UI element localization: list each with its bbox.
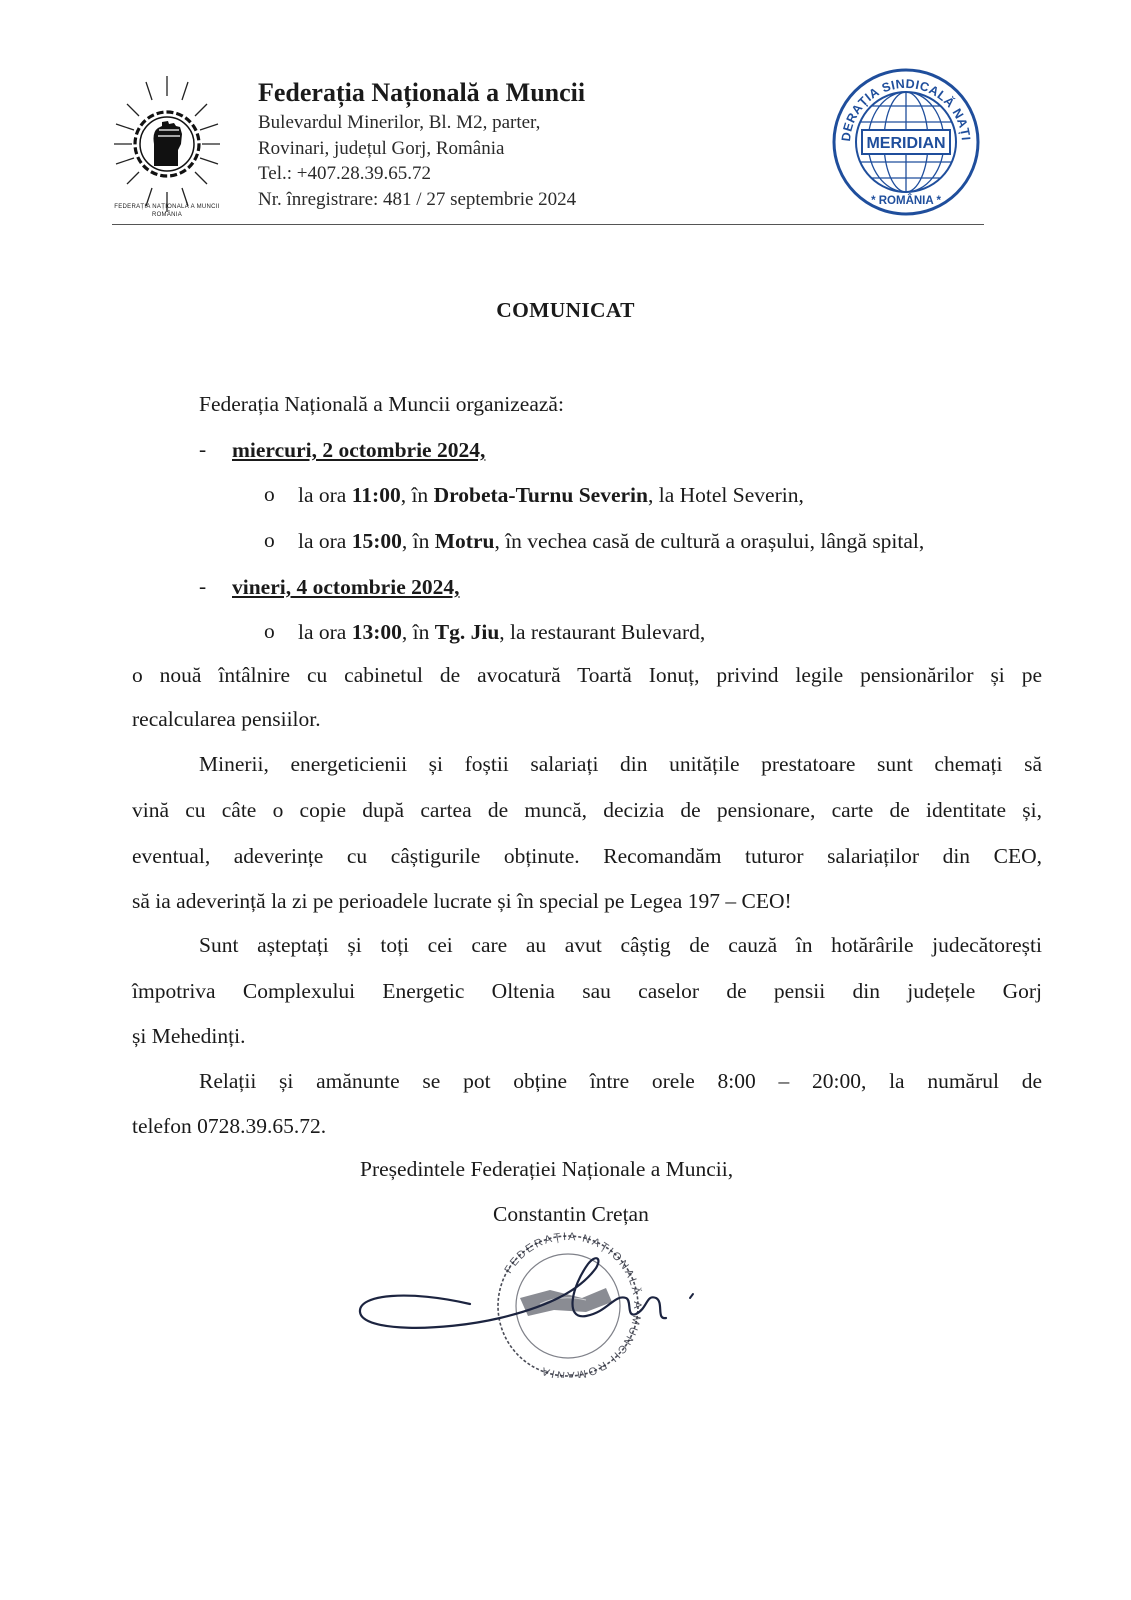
paragraph-2-line-4: să ia adeverință la zi pe perioadele lucrate și în special pe Legea 197 – CEO! (132, 889, 792, 913)
document-title: COMUNICAT (496, 298, 635, 322)
event-item (298, 482, 804, 508)
event-place: Drobeta-Turnu Severin (433, 483, 648, 507)
address-line-2: Rovinari, județul Gorj, România (258, 137, 505, 159)
event-prefix: la ora (298, 483, 352, 507)
event-suffix: , la restaurant Bulevard, (499, 620, 706, 644)
date-heading-1: miercuri, 2 octombrie 2024, (232, 438, 486, 462)
signatory-name: Constantin Crețan (493, 1202, 649, 1226)
header-divider (112, 224, 984, 225)
bullet-marker: o (264, 528, 275, 552)
signatory-role: Președintele Federației Naționale a Muncii, (360, 1157, 734, 1181)
meridian-logo (832, 64, 980, 218)
paragraph-2-line-1: Minerii, energeticienii și foștii salariați din unitățile prestatoare sunt chemați să (199, 752, 1042, 776)
paragraph-4-line-1: Relații și amănunte se pot obține între orele 8:00 – 20:00, la numărul de (199, 1069, 1042, 1093)
paragraph-2-line-3: eventual, adeverințe cu câștigurile obținute. Recomandăm tuturor salariaților din CEO, (132, 844, 1042, 868)
list-dash: - (199, 437, 207, 461)
paragraph-2-line-2: vină cu câte o copie după cartea de muncă, decizia de pensionare, carte de identitate și, (132, 798, 1042, 822)
seal-ring-text: DERAȚIA SINDICALĂ NAȚI (838, 76, 973, 143)
phone-line: Tel.: +407.28.39.65.72 (258, 163, 431, 184)
paragraph-3-line-2: împotriva Complexului Energetic Oltenia sau caselor de pensii din județele Gorj (132, 979, 1042, 1003)
round-stamp-signature-icon (350, 1228, 710, 1378)
paragraph-4-line-2: telefon 0728.39.65.72. (132, 1114, 327, 1138)
paragraph-3-line-1: Sunt așteptați și toți cei care au avut câștig de cauză în hotărârile judecătorești (199, 933, 1042, 957)
meeting-line-2: recalcularea pensiilor. (132, 707, 321, 731)
meridian-label: MERIDIAN (866, 135, 946, 152)
event-item (298, 528, 924, 554)
event-suffix: , la Hotel Severin, (648, 483, 804, 507)
event-prefix: la ora (298, 529, 352, 553)
globe-seal-icon (832, 64, 980, 218)
logo-caption-line1: FEDERAȚIA NAȚIONALĂ A MUNCII (114, 204, 220, 210)
organization-name: Federația Națională a Muncii (258, 78, 586, 107)
bullet-marker: o (264, 482, 275, 506)
intro-line: Federația Națională a Muncii organizează: (199, 392, 564, 416)
signature-and-stamp (350, 1228, 710, 1378)
bullet-marker: o (264, 619, 275, 643)
event-place: Motru (434, 529, 495, 553)
event-item (298, 619, 705, 645)
raised-fist-chain-logo-icon (112, 74, 222, 214)
date-heading-2: vineri, 4 octombrie 2024, (232, 575, 460, 599)
paragraph-3-line-3: și Mehedinți. (132, 1024, 246, 1048)
registration-line: Nr. înregistrare: 481 / 27 septembrie 2024 (258, 188, 577, 210)
event-time: 13:00 (351, 620, 402, 644)
logo-caption-line2: ROMÂNIA (151, 212, 183, 218)
list-dash: - (199, 574, 207, 598)
event-time: 11:00 (351, 483, 401, 507)
letterhead-block (258, 76, 778, 212)
event-place: Tg. Jiu (434, 620, 500, 644)
address-line-1: Bulevardul Minerilor, Bl. M2, parter, (258, 112, 541, 133)
event-prefix: la ora (298, 620, 352, 644)
event-time: 15:00 (351, 529, 402, 553)
event-mid: , în (400, 483, 434, 507)
seal-bottom-text: * ROMÂNIA * (871, 195, 941, 207)
meeting-line-1: o nouă întâlnire cu cabinetul de avocatură Toartă Ionuț, privind legile pensionărilor și pe (132, 663, 1042, 687)
event-mid: , în (401, 620, 435, 644)
event-suffix: , în vechea casă de cultură a orașului, lângă spital, (494, 529, 925, 553)
federation-logo (112, 74, 222, 226)
stamp-ring-text: FEDERAȚIA NAȚIONALĂ A MUNCII ROMÂNIA (502, 1230, 644, 1378)
event-mid: , în (401, 529, 435, 553)
